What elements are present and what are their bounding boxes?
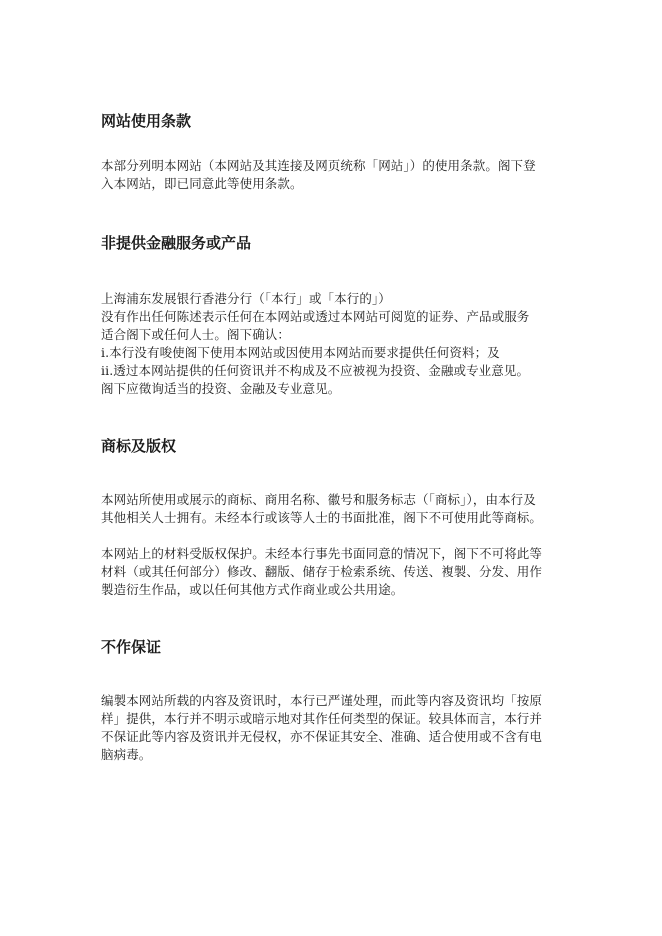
paragraph-no-financial-services <box>101 290 563 398</box>
paragraph-copyright <box>101 545 563 599</box>
heading-trademarks-copyright: 商标及版权 <box>101 437 177 455</box>
heading-terms-of-use: 网站使用条款 <box>101 112 192 130</box>
heading-no-warranty: 不作保证 <box>101 638 162 656</box>
text-line: 材料（或其任何部分）修改、翻版、储存于检索系统、传送、複製、分发、用作 <box>101 564 543 579</box>
text-line: i.本行没有唆使阁下使用本网站或因使用本网站而要求提供任何资料；及 <box>101 345 500 360</box>
text-line: 适合阁下或任何人士。阁下确认： <box>101 327 291 342</box>
text-line: 编製本网站所载的内容及资讯时，本行已严谨处理，而此等内容及资讯均「按原 <box>101 693 543 708</box>
text-line: ii.透过本网站提供的任何资讯并不构成及不应被视为投资、金融或专业意见。 <box>101 363 530 378</box>
text-line: 脑病毒。 <box>101 747 152 762</box>
paragraph-terms-of-use <box>101 157 563 193</box>
text-line: 其他相关人士拥有。未经本行或该等人士的书面批准，阁下不可使用此等商标。 <box>101 510 543 525</box>
heading-no-financial-services: 非提供金融服务或产品 <box>101 234 252 252</box>
paragraph-no-warranty <box>101 692 563 764</box>
text-line: 不保证此等内容及资讯并无侵权，亦不保证其安全、准确、适合使用或不含有电 <box>101 729 543 744</box>
text-line: 样」提供，本行并不明示或暗示地对其作任何类型的保证。较具体而言，本行并 <box>101 711 543 726</box>
text-line: 入本网站，即已同意此等使用条款。 <box>101 176 303 191</box>
text-line: 本部分列明本网站（本网站及其连接及网页统称「网站」）的使用条款。阁下登 <box>101 158 536 173</box>
text-line: 本网站所使用或展示的商标、商用名称、徽号和服务标志（「商标」），由本行及 <box>101 492 536 507</box>
text-line: 製造衍生作品，或以任何其他方式作商业或公共用途。 <box>101 582 404 597</box>
paragraph-trademarks <box>101 491 563 527</box>
text-line: 本网站上的材料受版权保护。未经本行事先书面同意的情况下，阁下不可将此等 <box>101 546 543 561</box>
text-line: 上海浦东发展银行香港分行（「本行」或「本行的」） <box>101 291 391 306</box>
text-line: 阁下应徵询适当的投资、金融及专业意见。 <box>101 381 341 396</box>
text-line: 没有作出任何陈述表示任何在本网站或透过本网站可阅览的证券、产品或服务 <box>101 309 530 324</box>
